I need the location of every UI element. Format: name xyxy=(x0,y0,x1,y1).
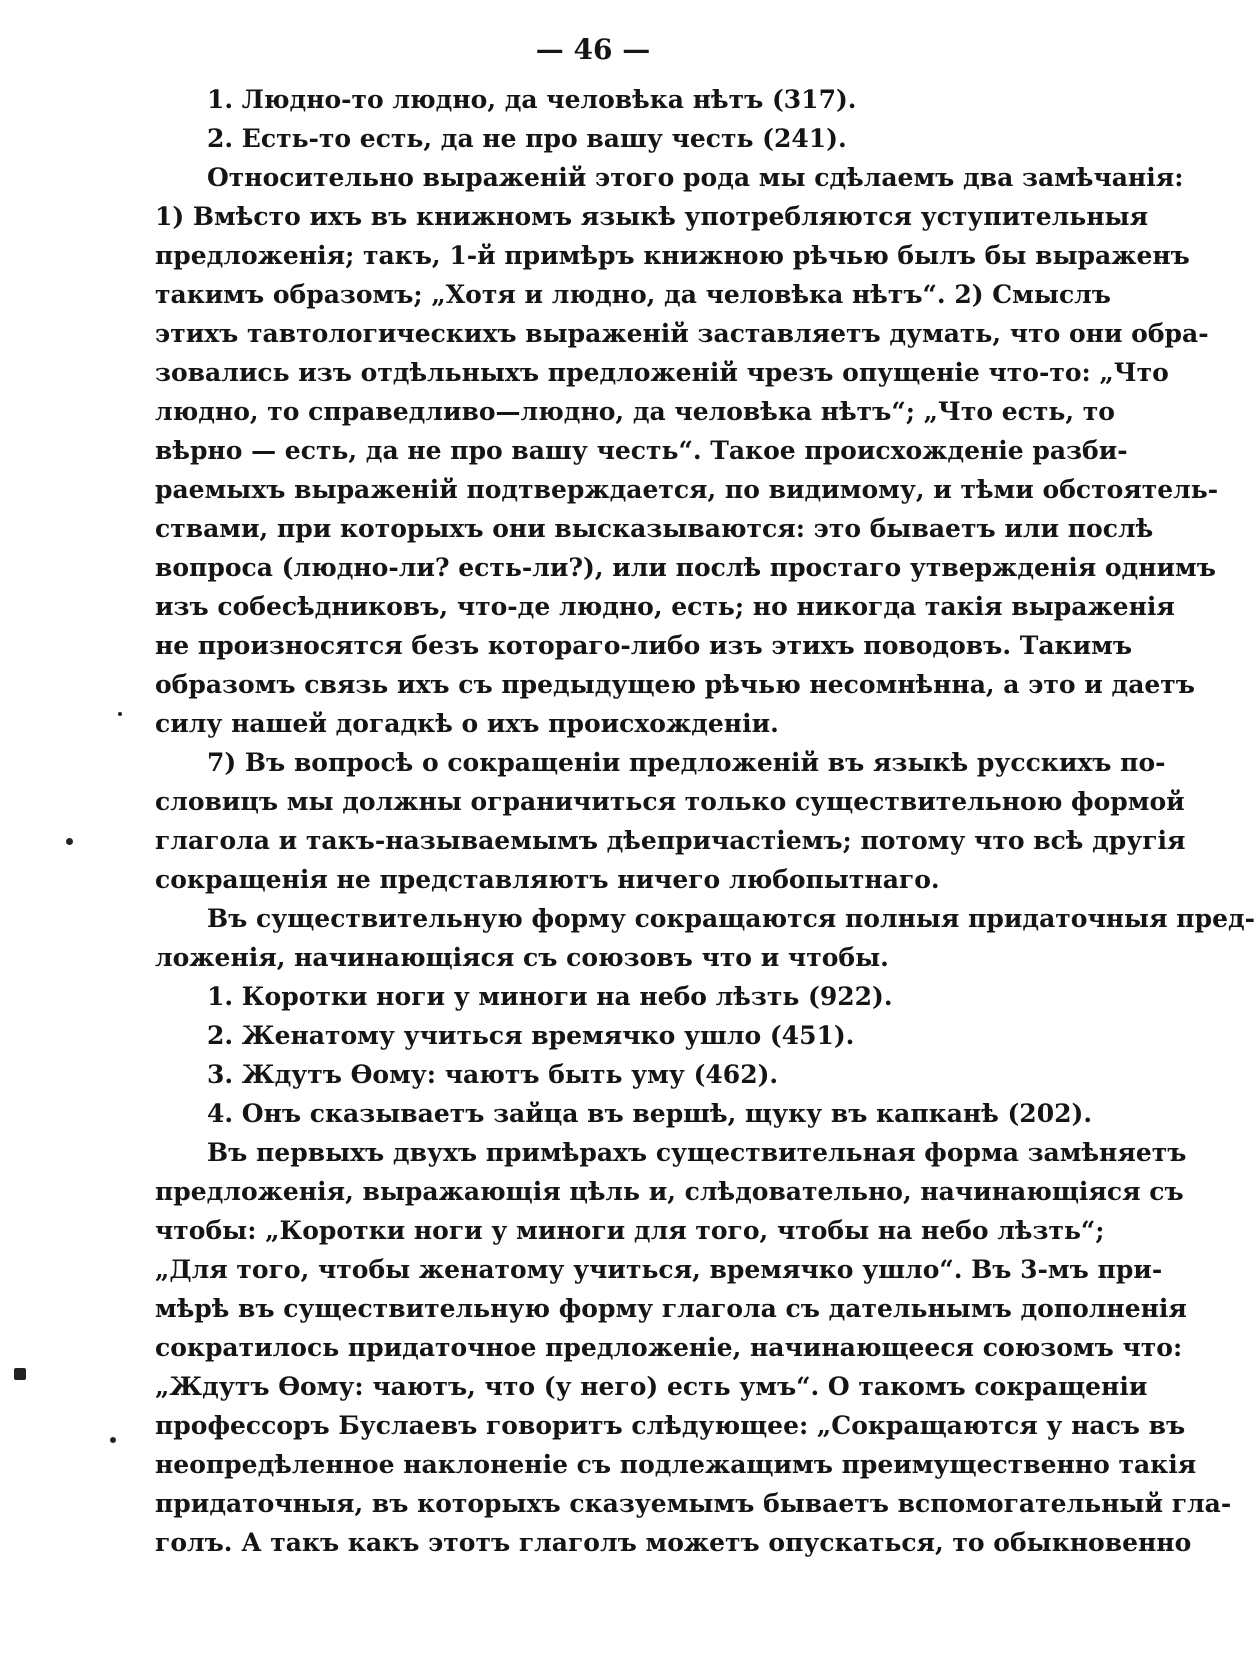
text-line: не произносятся безъ котораго-либо изъ этихъ поводовъ. Такимъ xyxy=(155,631,1133,660)
body-text xyxy=(155,80,1255,1562)
text-line: предложенія, выражающія цѣль и, слѣдовательно, начинающіяся съ xyxy=(155,1177,1184,1206)
text-line: 1. Коротки ноги у миноги на небо лѣзть (922). xyxy=(207,982,893,1011)
page-number: — 46 — xyxy=(535,33,651,66)
scan-speck xyxy=(66,838,73,845)
text-line: силу нашей догадкѣ о ихъ происхожденіи. xyxy=(155,709,779,738)
text-line: мѣрѣ въ существительную форму глагола съ дательнымъ дополненія xyxy=(155,1294,1187,1323)
text-line: чтобы: „Коротки ноги у миноги для того, чтобы на небо лѣзть“; xyxy=(155,1216,1105,1245)
text-line: 7) Въ вопросѣ о сокращеніи предложеній въ языкѣ русскихъ по- xyxy=(207,748,1166,777)
text-page xyxy=(155,28,1255,1562)
text-line: людно, то справедливо—людно, да человѣка нѣтъ“; „Что есть, то xyxy=(155,397,1115,426)
text-line: голъ. А такъ какъ этотъ глаголъ можетъ опускаться, то обыкновенно xyxy=(155,1528,1192,1557)
scan-speck xyxy=(110,1437,116,1443)
text-line: зовались изъ отдѣльныхъ предложеній чрезъ опущеніе что-то: „Что xyxy=(155,358,1169,387)
text-line: Относительно выраженій этого рода мы сдѣлаемъ два замѣчанія: xyxy=(207,163,1184,192)
text-line: предложенія; такъ, 1-й примѣръ книжною рѣчью былъ бы выраженъ xyxy=(155,241,1190,270)
text-line: 2. Есть-то есть, да не про вашу честь (241). xyxy=(207,124,847,153)
text-line: 2. Женатому учиться времячко ушло (451). xyxy=(207,1021,855,1050)
text-line: образомъ связь ихъ съ предыдущею рѣчью несомнѣнна, а это и даетъ xyxy=(155,670,1195,699)
text-line: „Ждутъ Ѳому: чаютъ, что (у него) есть умъ“. О такомъ сокращеніи xyxy=(155,1372,1148,1401)
text-line: 1) Вмѣсто ихъ въ книжномъ языкѣ употребляются уступительныя xyxy=(155,202,1149,231)
text-line: придаточныя, въ которыхъ сказуемымъ бываетъ вспомогательный гла- xyxy=(155,1489,1232,1518)
text-line: Въ первыхъ двухъ примѣрахъ существительная форма замѣняетъ xyxy=(207,1138,1187,1167)
text-line: ствами, при которыхъ они высказываются: это бываетъ или послѣ xyxy=(155,514,1154,543)
text-line: вѣрно — есть, да не про вашу честь“. Такое происхожденіе разби- xyxy=(155,436,1128,465)
scan-speck xyxy=(14,1368,26,1380)
text-line: неопредѣленное наклоненіе съ подлежащимъ преимущественно такія xyxy=(155,1450,1197,1479)
text-line: этихъ тавтологическихъ выраженій заставляетъ думать, что они обра- xyxy=(155,319,1209,348)
text-line: 1. Людно-то людно, да человѣка нѣтъ (317). xyxy=(207,85,857,114)
text-line: профессоръ Буслаевъ говоритъ слѣдующее: „Сокращаются у насъ въ xyxy=(155,1411,1186,1440)
text-line: 3. Ждутъ Ѳому: чаютъ быть уму (462). xyxy=(207,1060,779,1089)
text-line: Въ существительную форму сокращаются полныя придаточныя пред- xyxy=(207,904,1255,933)
text-line: изъ собесѣдниковъ, что-де людно, есть; но никогда такія выраженія xyxy=(155,592,1175,621)
text-line: 4. Онъ сказываетъ зайца въ вершѣ, щуку въ капканѣ (202). xyxy=(207,1099,1093,1128)
text-line: такимъ образомъ; „Хотя и людно, да человѣка нѣтъ“. 2) Смыслъ xyxy=(155,280,1111,309)
text-line: „Для того, чтобы женатому учиться, времячко ушло“. Въ 3-мъ при- xyxy=(155,1255,1163,1284)
text-line: сократилось придаточное предложеніе, начинающееся союзомъ что: xyxy=(155,1333,1183,1362)
text-line: словицъ мы должны ограничиться только существительною формой xyxy=(155,787,1185,816)
scan-speck xyxy=(118,712,122,716)
text-line: ложенія, начинающіяся съ союзовъ что и чтобы. xyxy=(155,943,889,972)
text-line: сокращенія не представляютъ ничего любопытнаго. xyxy=(155,865,940,894)
text-line: раемыхъ выраженій подтверждается, по видимому, и тѣми обстоятель- xyxy=(155,475,1219,504)
text-line: вопроса (людно-ли? есть-ли?), или послѣ простаго утвержденія однимъ xyxy=(155,553,1216,582)
text-line: глагола и такъ-называемымъ дѣепричастіемъ; потому что всѣ другія xyxy=(155,826,1186,855)
